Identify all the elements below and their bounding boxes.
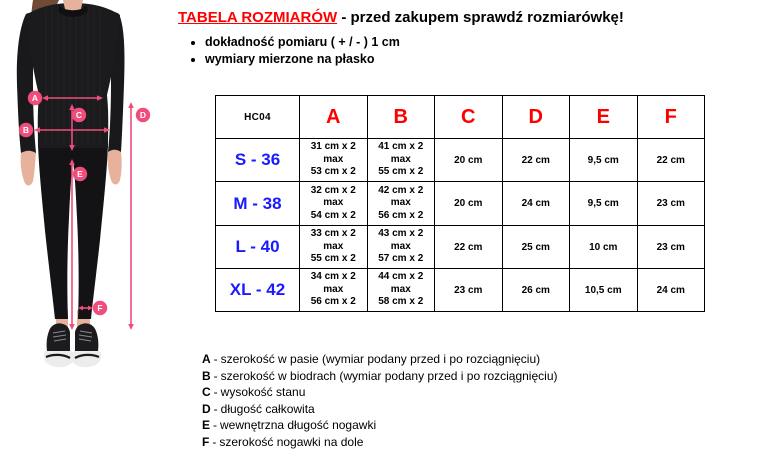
bullet-accuracy: • dokładność pomiaru ( + / - ) 1 cm bbox=[205, 34, 758, 51]
size-label: XL - 42 bbox=[216, 269, 300, 312]
legend-item-b: B - szerokość w biodrach (wymiar podany przed i po rozciągnięciu) bbox=[202, 368, 558, 383]
measure-d-arrow bbox=[128, 102, 134, 330]
left-sneaker bbox=[44, 323, 74, 367]
model-code: HC04 bbox=[216, 96, 300, 139]
cell-c: 20 cm bbox=[435, 139, 503, 182]
sweater bbox=[26, 3, 120, 148]
leggings bbox=[38, 144, 108, 319]
column-header-a: A bbox=[300, 96, 368, 139]
right-hand bbox=[108, 150, 122, 185]
size-label: L - 40 bbox=[216, 226, 300, 269]
cell-c: 23 cm bbox=[435, 269, 503, 312]
cell-a: 33 cm x 2 max 55 cm x 2 bbox=[300, 226, 368, 269]
cell-d: 26 cm bbox=[502, 269, 570, 312]
measurement-legend bbox=[202, 351, 558, 451]
cell-e: 9,5 cm bbox=[570, 182, 638, 226]
cell-f: 22 cm bbox=[637, 139, 705, 182]
cell-d: 24 cm bbox=[502, 182, 570, 226]
cell-d: 22 cm bbox=[502, 139, 570, 182]
size-table bbox=[215, 95, 705, 312]
cell-f: 24 cm bbox=[637, 269, 705, 312]
marker-b-label: B bbox=[22, 125, 30, 135]
column-header-c: C bbox=[435, 96, 503, 139]
cell-c: 20 cm bbox=[435, 182, 503, 226]
size-label: S - 36 bbox=[216, 139, 300, 182]
marker-f-label: F bbox=[97, 303, 103, 313]
legend-item-e: E - wewnętrzna długość nogawki bbox=[202, 418, 377, 433]
cell-f: 23 cm bbox=[637, 226, 705, 269]
marker-e-label: E bbox=[77, 169, 83, 179]
right-sneaker bbox=[71, 323, 101, 367]
cell-b: 42 cm x 2 max 56 cm x 2 bbox=[367, 182, 435, 226]
marker-c-label: C bbox=[75, 110, 83, 120]
legend-item-a: A - szerokość w pasie (wymiar podany przed i po rozciągnięciu) bbox=[202, 352, 541, 366]
cell-a: 32 cm x 2 max 54 cm x 2 bbox=[300, 182, 368, 226]
cell-a: 34 cm x 2 max 56 cm x 2 bbox=[300, 269, 368, 312]
cell-b: 43 cm x 2 max 57 cm x 2 bbox=[367, 226, 435, 269]
cell-f: 23 cm bbox=[637, 182, 705, 226]
table-header-row bbox=[216, 96, 705, 139]
legend-item-d: D - długość całkowita bbox=[202, 401, 315, 416]
cell-d: 25 cm bbox=[502, 226, 570, 269]
legend-item-f: F - szerokość nogawki na dole bbox=[202, 434, 364, 449]
page-title: TABELA ROZMIARÓW bbox=[178, 9, 338, 26]
column-header-d: D bbox=[502, 96, 570, 139]
table-row bbox=[216, 269, 705, 312]
header-bullets bbox=[205, 34, 758, 68]
cell-a: 31 cm x 2 max 53 cm x 2 bbox=[300, 139, 368, 182]
page-subtitle: - przed zakupem sprawdź rozmiarówkę! bbox=[341, 9, 624, 26]
model-photo bbox=[0, 0, 180, 380]
marker-d-label: D bbox=[139, 110, 147, 120]
cell-e: 10 cm bbox=[570, 226, 638, 269]
column-header-e: E bbox=[570, 96, 638, 139]
cell-e: 10,5 cm bbox=[570, 269, 638, 312]
marker-a-label: A bbox=[31, 93, 39, 103]
column-header-b: B bbox=[367, 96, 435, 139]
cell-b: 41 cm x 2 max 55 cm x 2 bbox=[367, 139, 435, 182]
column-header-f: F bbox=[637, 96, 705, 139]
table-row bbox=[216, 182, 705, 226]
bullet-flat-measure: • wymiary mierzone na płasko bbox=[205, 51, 758, 68]
table-row bbox=[216, 139, 705, 182]
left-hand bbox=[21, 151, 36, 186]
table-row bbox=[216, 226, 705, 269]
cell-b: 44 cm x 2 max 58 cm x 2 bbox=[367, 269, 435, 312]
cell-e: 9,5 cm bbox=[570, 139, 638, 182]
size-label: M - 38 bbox=[216, 182, 300, 226]
header bbox=[178, 9, 758, 68]
legend-item-c: C - wysokość stanu bbox=[202, 385, 306, 400]
cell-c: 22 cm bbox=[435, 226, 503, 269]
